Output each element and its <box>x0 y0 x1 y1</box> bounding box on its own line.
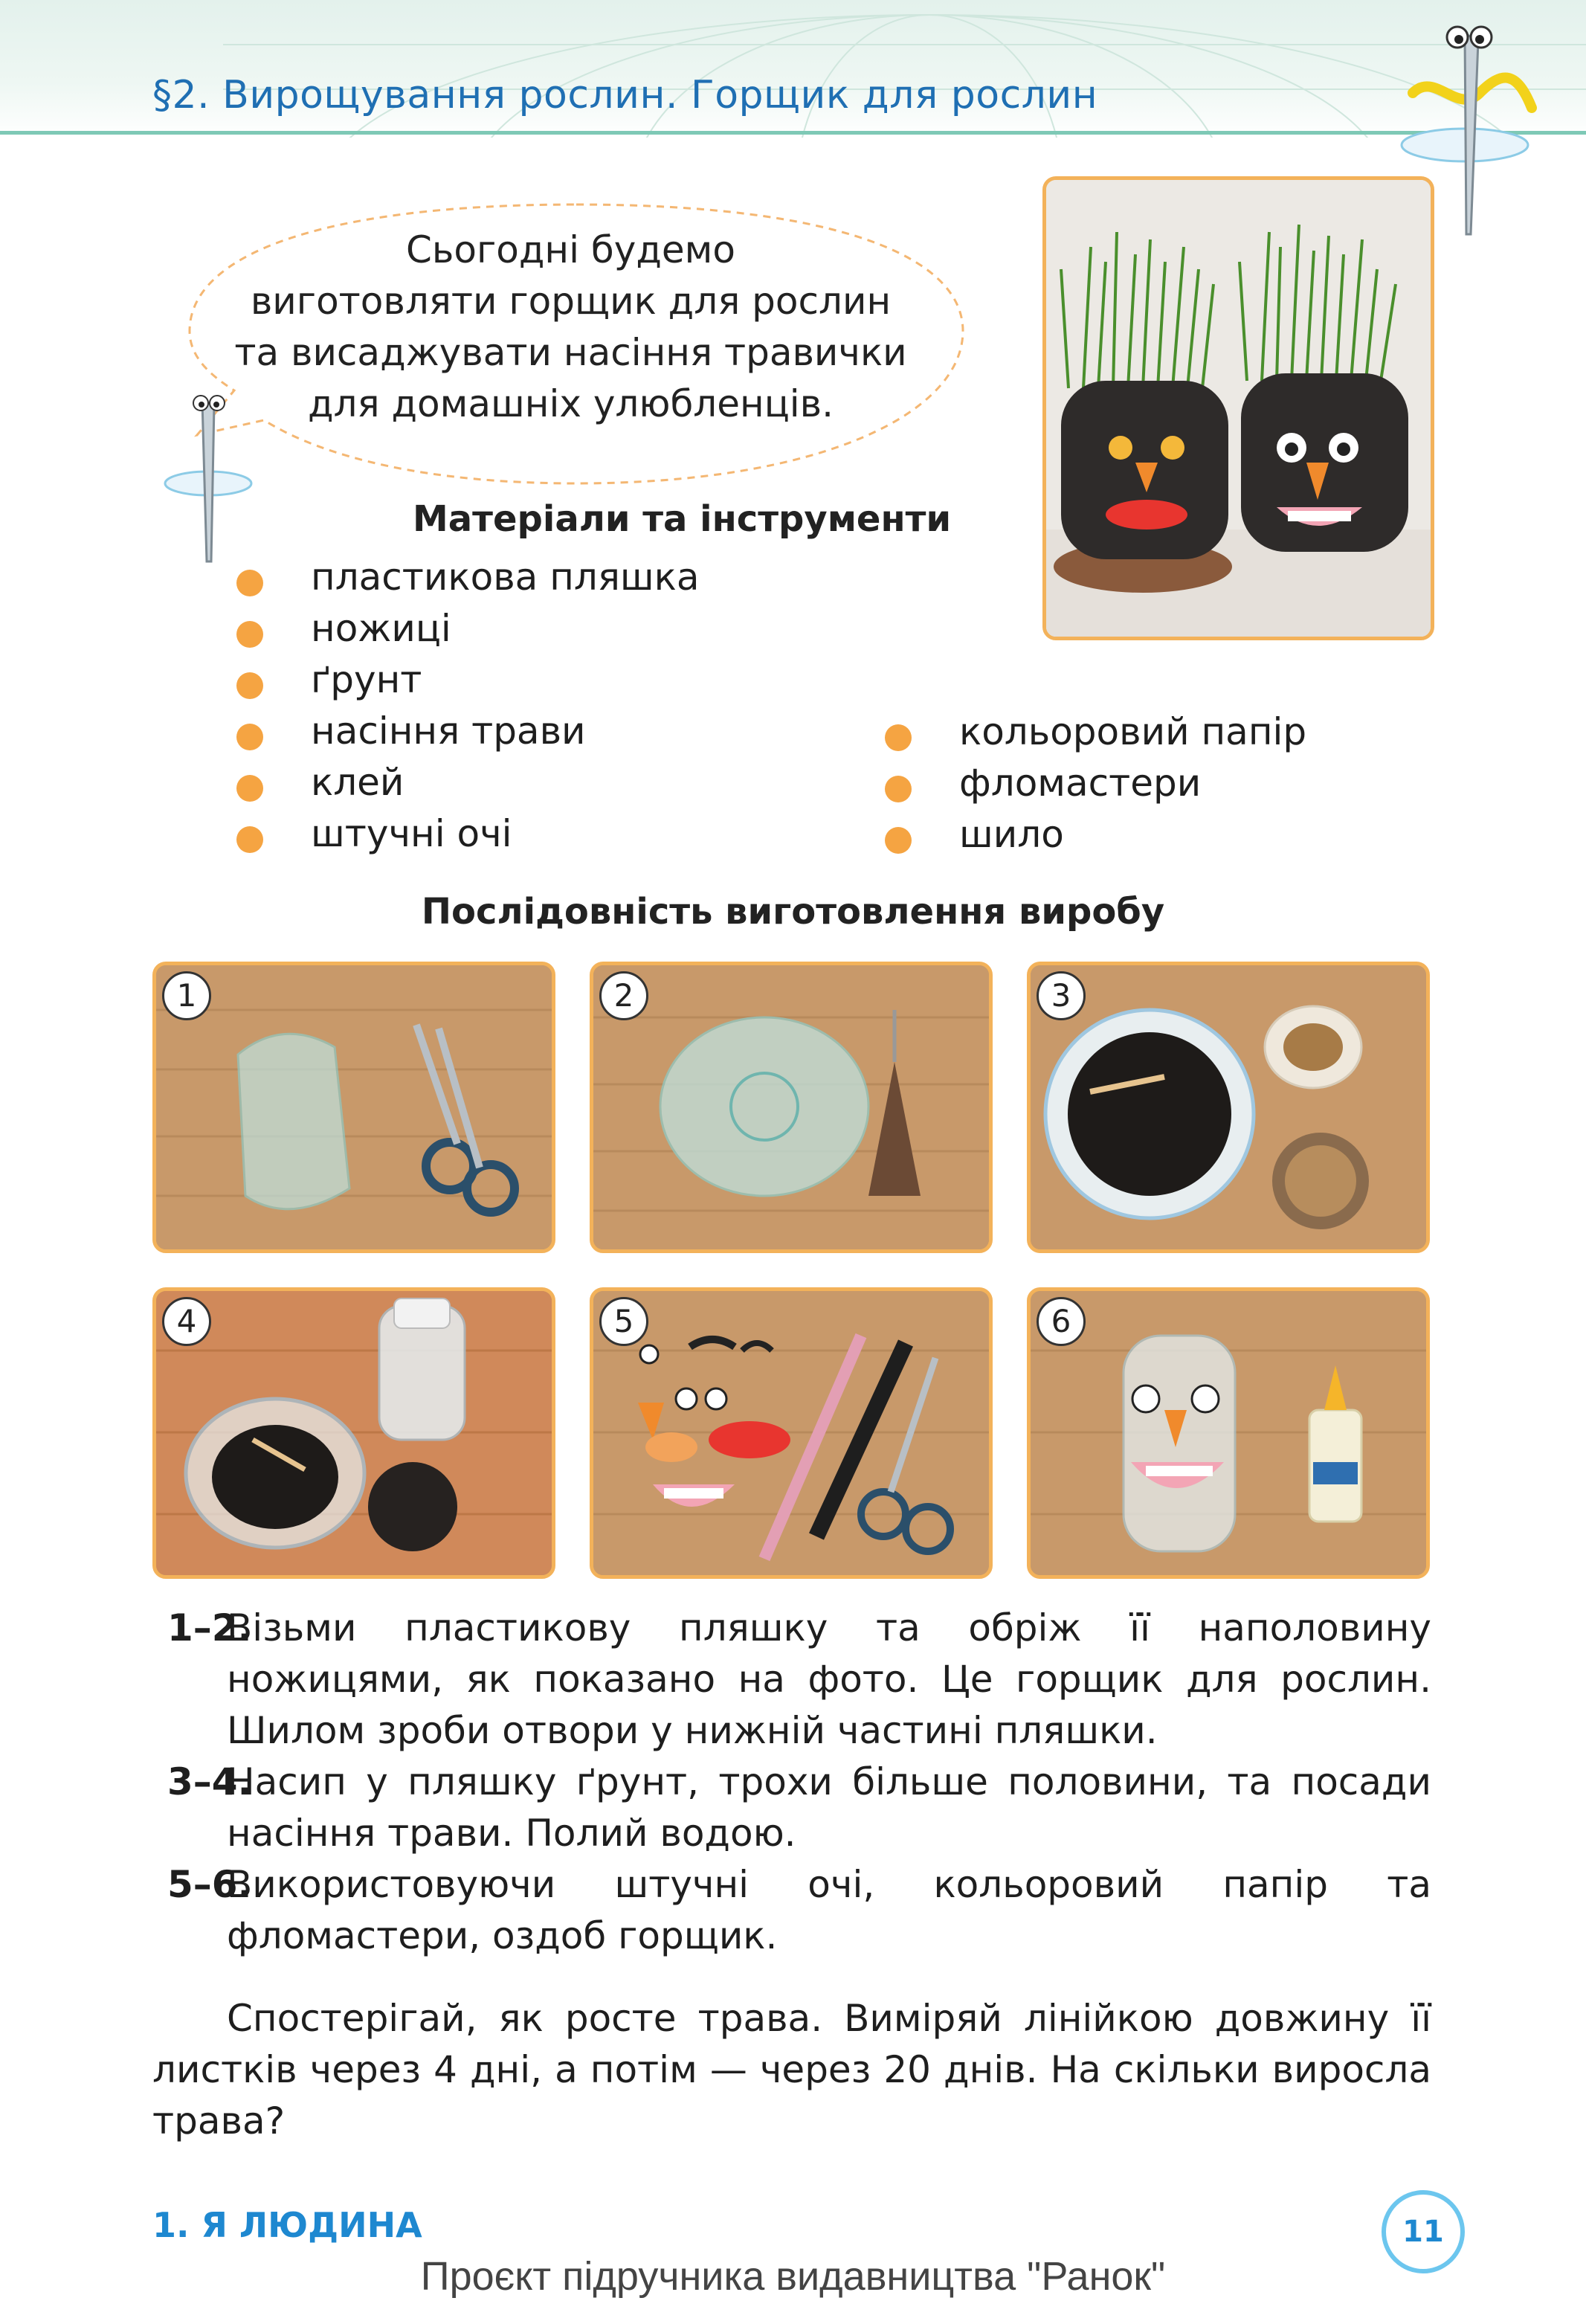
bullet-icon <box>236 826 263 853</box>
speech-line: для домашніх улюбленців. <box>307 382 834 425</box>
speech-line: та висаджувати насіння травички <box>234 331 907 374</box>
list-item-label: ґрунт <box>311 658 422 701</box>
list-item <box>236 757 700 808</box>
materials-title: Матеріали та інструменти <box>413 498 952 540</box>
instruction-text: Використовуючи штучні очі, кольоровий папір та фломастери, оздоб горщик. <box>227 1863 1431 1957</box>
instruction-text: Насип у пляшку ґрунт, трохи більше половини, та посади насіння трави. Полий водою. <box>227 1760 1431 1855</box>
list-item-label: шило <box>959 813 1064 856</box>
step-photo-4 <box>152 1287 555 1579</box>
list-item-label: кольоровий папір <box>959 710 1307 753</box>
bullet-icon <box>236 775 263 802</box>
speech-line: виготовляти горщик для рослин <box>250 280 892 323</box>
step-number-badge: 1 <box>162 971 211 1020</box>
bullet-icon <box>885 724 912 751</box>
header-divider <box>0 131 1586 135</box>
list-item <box>236 654 700 706</box>
chapter-label: 1. Я ЛЮДИНА <box>152 2205 422 2245</box>
section-title: §2. Вирощування рослин. Горщик для рослин <box>152 73 1098 118</box>
step-number-badge: 3 <box>1037 971 1086 1020</box>
list-item-label: насіння трави <box>311 709 586 753</box>
bullet-icon <box>236 724 263 750</box>
instruction-item <box>167 1603 1431 1757</box>
speech-bubble-text <box>223 225 918 430</box>
list-item <box>885 809 1306 860</box>
instruction-number: 1–2. <box>167 1606 252 1649</box>
bullet-icon <box>236 621 263 648</box>
page-number-badge: 11 <box>1382 2190 1465 2273</box>
bullet-icon <box>885 776 912 802</box>
instructions <box>167 1603 1431 1962</box>
list-item-label: ножиці <box>311 607 451 650</box>
list-item-label: штучні очі <box>311 812 512 855</box>
instruction-item <box>167 1757 1431 1859</box>
publisher-note: Проєкт підручника видавництва "Ранок" <box>420 2254 1166 2299</box>
instruction-number: 5–6. <box>167 1863 252 1906</box>
list-item <box>236 808 700 860</box>
needle-mascot-small-icon <box>156 387 260 565</box>
step-photo-3 <box>1027 962 1430 1253</box>
observation-paragraph: Спостерігай, як росте трава. Виміряй лінійкою довжину її листків через 4 дні, а потім — через 20 днів. На скільки виросла трава? <box>152 1997 1431 2143</box>
materials-list-right <box>885 706 1306 860</box>
bullet-icon <box>236 570 263 596</box>
speech-line: Сьогодні будемо <box>406 228 735 271</box>
instruction-item <box>167 1859 1431 1962</box>
step-number-badge: 4 <box>162 1297 211 1346</box>
step-number-badge: 6 <box>1037 1297 1086 1346</box>
list-item <box>885 758 1306 809</box>
sequence-title: Послідовність виготовлення виробу <box>421 891 1165 933</box>
instruction-number: 3–4. <box>167 1760 252 1803</box>
list-item <box>236 706 700 757</box>
list-item <box>236 603 700 654</box>
list-item <box>236 552 700 603</box>
step-photo-2 <box>590 962 993 1253</box>
instruction-text: Візьми пластикову пляшку та обріж її наполовину ножицями, як показано на фото. Це горщик для рослин. Шилом зроби отвори у нижній частині пляшки. <box>227 1606 1431 1752</box>
list-item-label: фломастери <box>959 762 1202 805</box>
materials-list-left <box>236 552 700 860</box>
step-photo-5 <box>590 1287 993 1579</box>
step-number-badge: 5 <box>599 1297 648 1346</box>
bullet-icon <box>885 827 912 854</box>
step-photo-1 <box>152 962 555 1253</box>
grass-pots-photo <box>1042 176 1434 640</box>
step-photo-6 <box>1027 1287 1430 1579</box>
list-item-label: пластикова пляшка <box>311 556 700 599</box>
bullet-icon <box>236 672 263 699</box>
step-number-badge: 2 <box>599 971 648 1020</box>
list-item-label: клей <box>311 761 404 804</box>
list-item <box>885 706 1306 758</box>
